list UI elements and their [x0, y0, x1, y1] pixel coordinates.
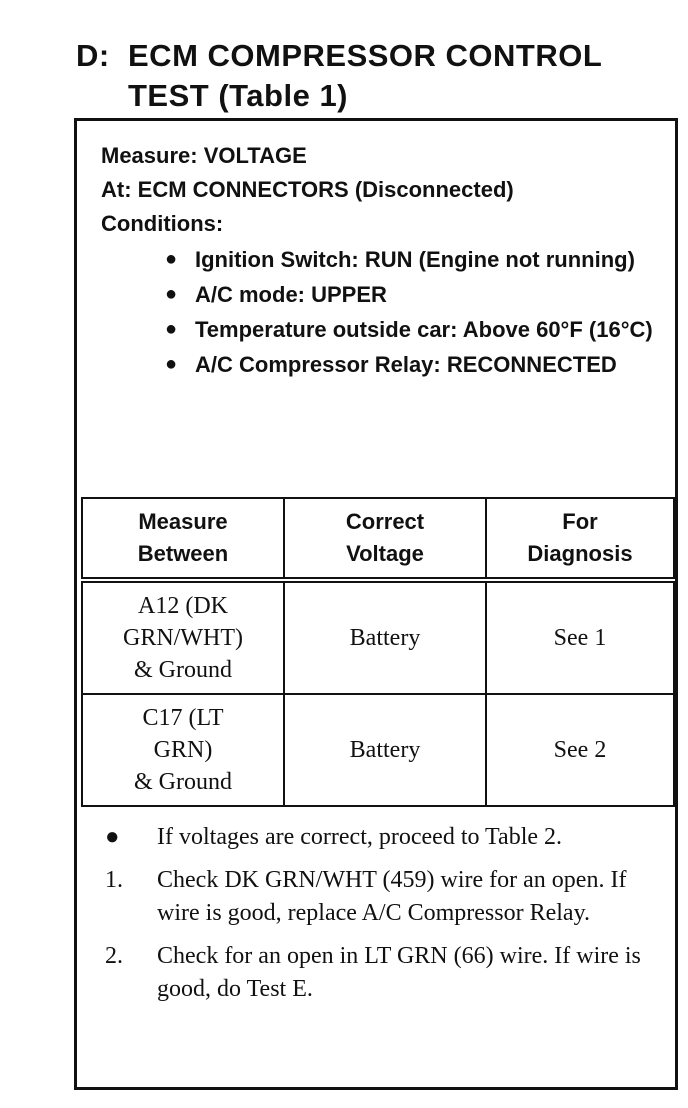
header-correct-voltage: Correct Voltage [284, 498, 486, 580]
cell-diagnosis: See 1 [486, 580, 674, 694]
title-prefix: D: [76, 38, 110, 73]
at-line: At: ECM CONNECTORS (Disconnected) [101, 177, 514, 202]
cell-correct-voltage: Battery [284, 694, 486, 806]
table-header-row [82, 498, 674, 580]
bullet-icon: ● [165, 353, 178, 375]
bullet-icon: ● [105, 824, 120, 850]
title-line-1: ECM COMPRESSOR CONTROL [128, 38, 603, 73]
measurement-setup [101, 139, 661, 383]
note-text: Check for an open in LT GRN (66) wire. If wire is good, do Test E. [157, 943, 641, 1002]
cell-measure-between: A12 (DK GRN/WHT) & Ground [82, 580, 284, 694]
note-item [105, 864, 665, 930]
diagnosis-notes [105, 821, 665, 1016]
note-text: If voltages are correct, proceed to Table 2. [157, 824, 563, 850]
note-number: 1. [105, 867, 123, 893]
bullet-icon: ● [165, 318, 178, 340]
table-row [82, 580, 674, 694]
condition-item: ● A/C mode: UPPER [165, 278, 661, 311]
conditions-label: Conditions: [101, 211, 224, 236]
voltage-table [81, 497, 675, 807]
condition-item: ● Temperature outside car: Above 60°F (16°C) [165, 313, 661, 346]
conditions-list [101, 243, 661, 381]
note-item [105, 940, 665, 1006]
cell-measure-between: C17 (LT GRN) & Ground [82, 694, 284, 806]
condition-item: ● Ignition Switch: RUN (Engine not running) [165, 243, 661, 276]
condition-item: ● A/C Compressor Relay: RECONNECTED [165, 348, 661, 381]
measure-line: Measure: VOLTAGE [101, 143, 307, 168]
cell-diagnosis: See 2 [486, 694, 674, 806]
note-item [105, 821, 665, 854]
table-row [82, 694, 674, 806]
cell-correct-voltage: Battery [284, 580, 486, 694]
header-measure-between: Measure Between [82, 498, 284, 580]
note-number: 2. [105, 943, 123, 969]
page-title [76, 36, 602, 116]
bullet-icon: ● [165, 248, 178, 270]
title-line-2: TEST (Table 1) [128, 78, 349, 113]
header-for-diagnosis: For Diagnosis [486, 498, 674, 580]
note-text: Check DK GRN/WHT (459) wire for an open. If wire is good, replace A/C Compressor Relay. [157, 867, 627, 926]
bullet-icon: ● [165, 283, 178, 305]
test-table-box [74, 118, 678, 1090]
